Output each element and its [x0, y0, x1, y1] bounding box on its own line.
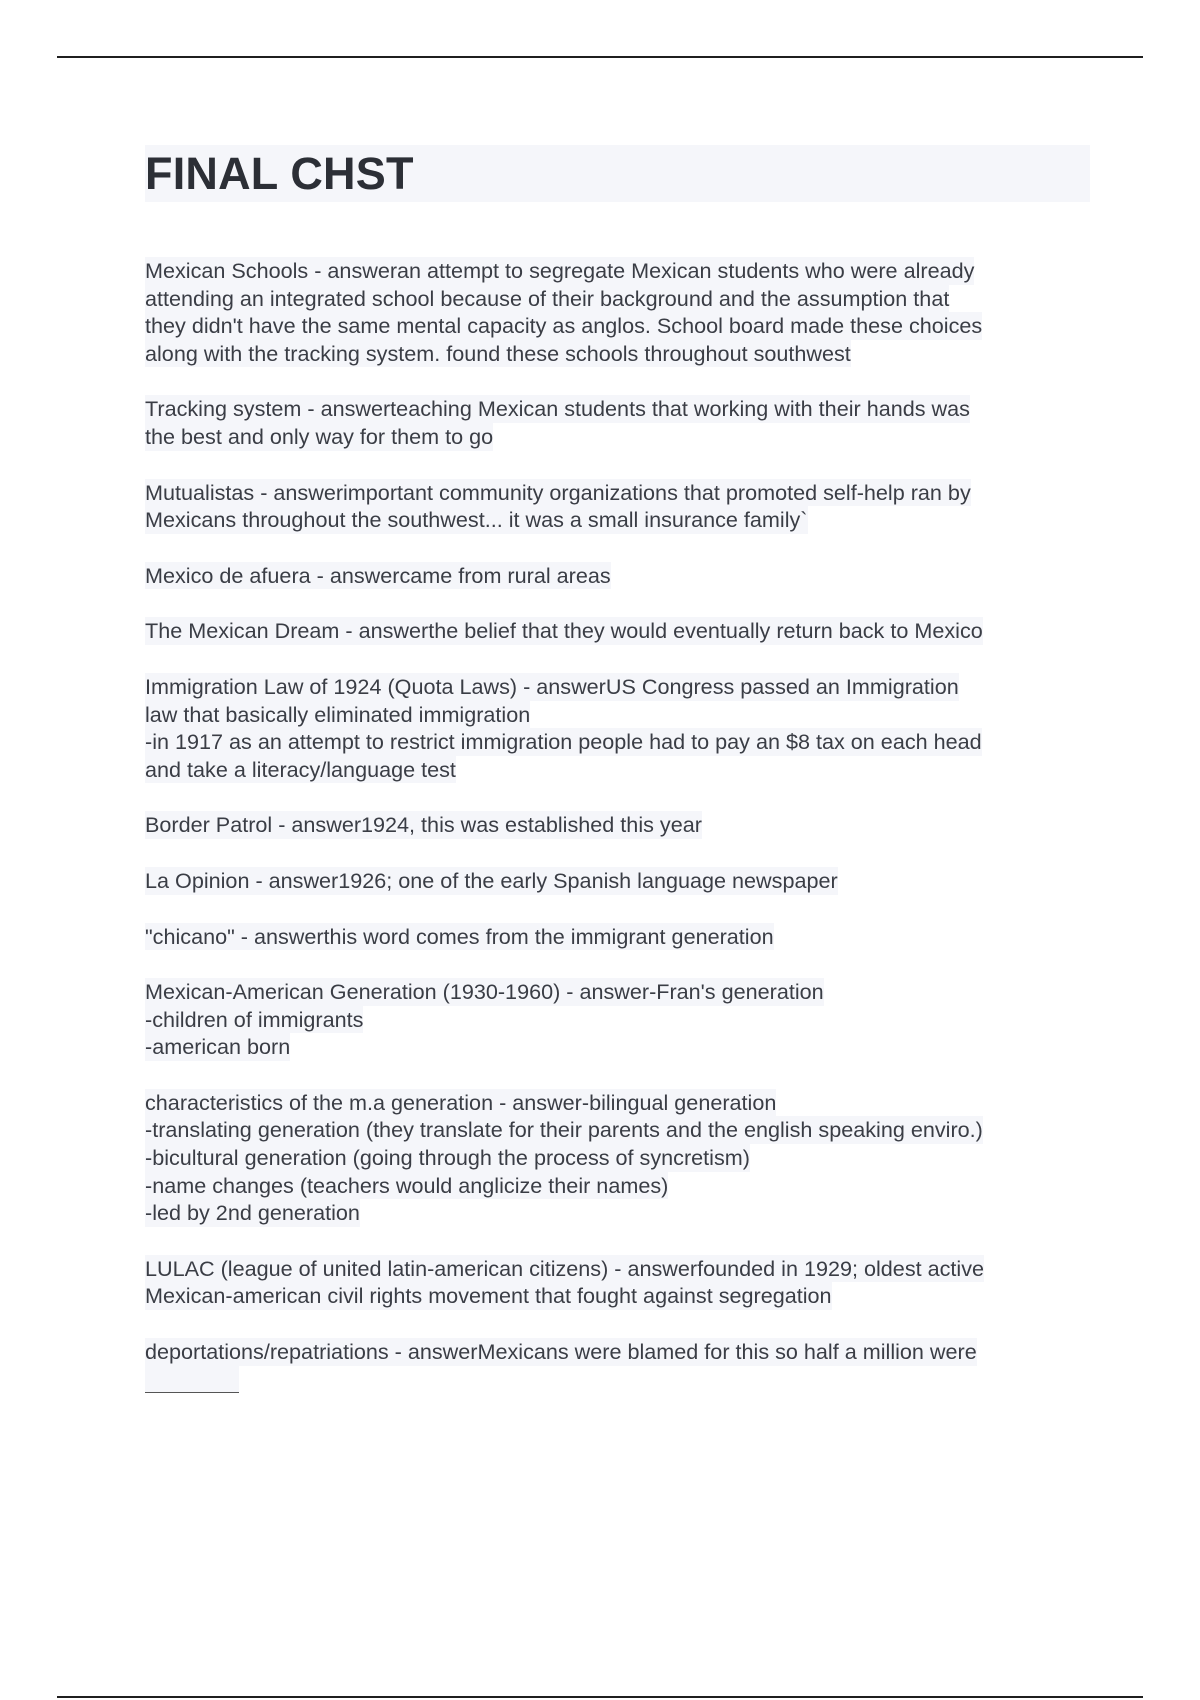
- entry-line: along with the tracking system. found these schools throughout southwest: [145, 340, 851, 366]
- flashcard-entry: [145, 867, 1090, 895]
- flashcard-entry: [145, 479, 1090, 534]
- flashcard-entry: [145, 978, 1090, 1061]
- entry-line: and take a literacy/language test: [145, 756, 456, 782]
- flashcard-entry: [145, 811, 1090, 839]
- top-rule: [57, 56, 1143, 58]
- flashcard-entry: [145, 395, 1090, 450]
- entry-line: they didn't have the same mental capacity as anglos. School board made these choices: [145, 313, 983, 339]
- entry-line: Mexican-American Generation (1930-1960) - answer-Fran's generation: [145, 979, 824, 1005]
- flashcard-list: [145, 257, 1090, 1421]
- entry-line: Mexican-american civil rights movement that fought against segregation: [145, 1283, 832, 1309]
- document-title: FINAL CHST: [145, 148, 414, 199]
- entry-line: Tracking system - answerteaching Mexican students that working with their hands was: [145, 396, 970, 422]
- entry-line: -children of immigrants: [145, 1006, 364, 1032]
- bottom-rule: [57, 1696, 1143, 1698]
- entry-line: Immigration Law of 1924 (Quota Laws) - answerUS Congress passed an Immigration: [145, 673, 959, 699]
- flashcard-entry: [145, 1255, 1090, 1310]
- entry-line: law that basically eliminated immigration: [145, 701, 531, 727]
- entry-line: -in 1917 as an attempt to restrict immigration people had to pay an $8 tax on each head: [145, 729, 982, 755]
- flashcard-entry: [145, 1089, 1090, 1227]
- flashcard-entry: [145, 562, 1090, 590]
- flashcard-entry: [145, 617, 1090, 645]
- entry-line: "chicano" - answerthis word comes from the immigrant generation: [145, 923, 774, 949]
- flashcard-entry: [145, 257, 1090, 367]
- entry-line: characteristics of the m.a generation - answer-bilingual generation: [145, 1089, 777, 1115]
- fill-in-blank: [145, 1366, 239, 1393]
- entry-line: attending an integrated school because of their background and the assumption that: [145, 285, 950, 311]
- entry-line: Border Patrol - answer1924, this was established this year: [145, 812, 702, 838]
- entry-line: the best and only way for them to go: [145, 423, 494, 449]
- entry-line: -led by 2nd generation: [145, 1200, 360, 1226]
- flashcard-entry: [145, 1338, 1090, 1393]
- entry-line: La Opinion - answer1926; one of the early Spanish language newspaper: [145, 867, 838, 893]
- flashcard-entry: [145, 673, 1090, 783]
- entry-line: Mutualistas - answerimportant community organizations that promoted self-help ran by: [145, 479, 971, 505]
- entry-line: -translating generation (they translate for their parents and the english speaking enviro.): [145, 1117, 983, 1143]
- entry-line: -name changes (teachers would anglicize their names): [145, 1172, 669, 1198]
- entry-line: The Mexican Dream - answerthe belief that they would eventually return back to Mexico: [145, 618, 983, 644]
- entry-line: Mexicans throughout the southwest... it was a small insurance family`: [145, 507, 808, 533]
- entry-line: Mexico de afuera - answercame from rural areas: [145, 562, 611, 588]
- entry-line: LULAC (league of united latin-american citizens) - answerfounded in 1929; oldest active: [145, 1255, 985, 1281]
- entry-line: deportations/repatriations - answerMexicans were blamed for this so half a million were: [145, 1339, 977, 1365]
- entry-line: Mexican Schools - answeran attempt to segregate Mexican students who were already: [145, 258, 975, 283]
- entry-line: -bicultural generation (going through the process of syncretism): [145, 1145, 750, 1171]
- flashcard-entry: [145, 923, 1090, 951]
- entry-line: -american born: [145, 1034, 291, 1060]
